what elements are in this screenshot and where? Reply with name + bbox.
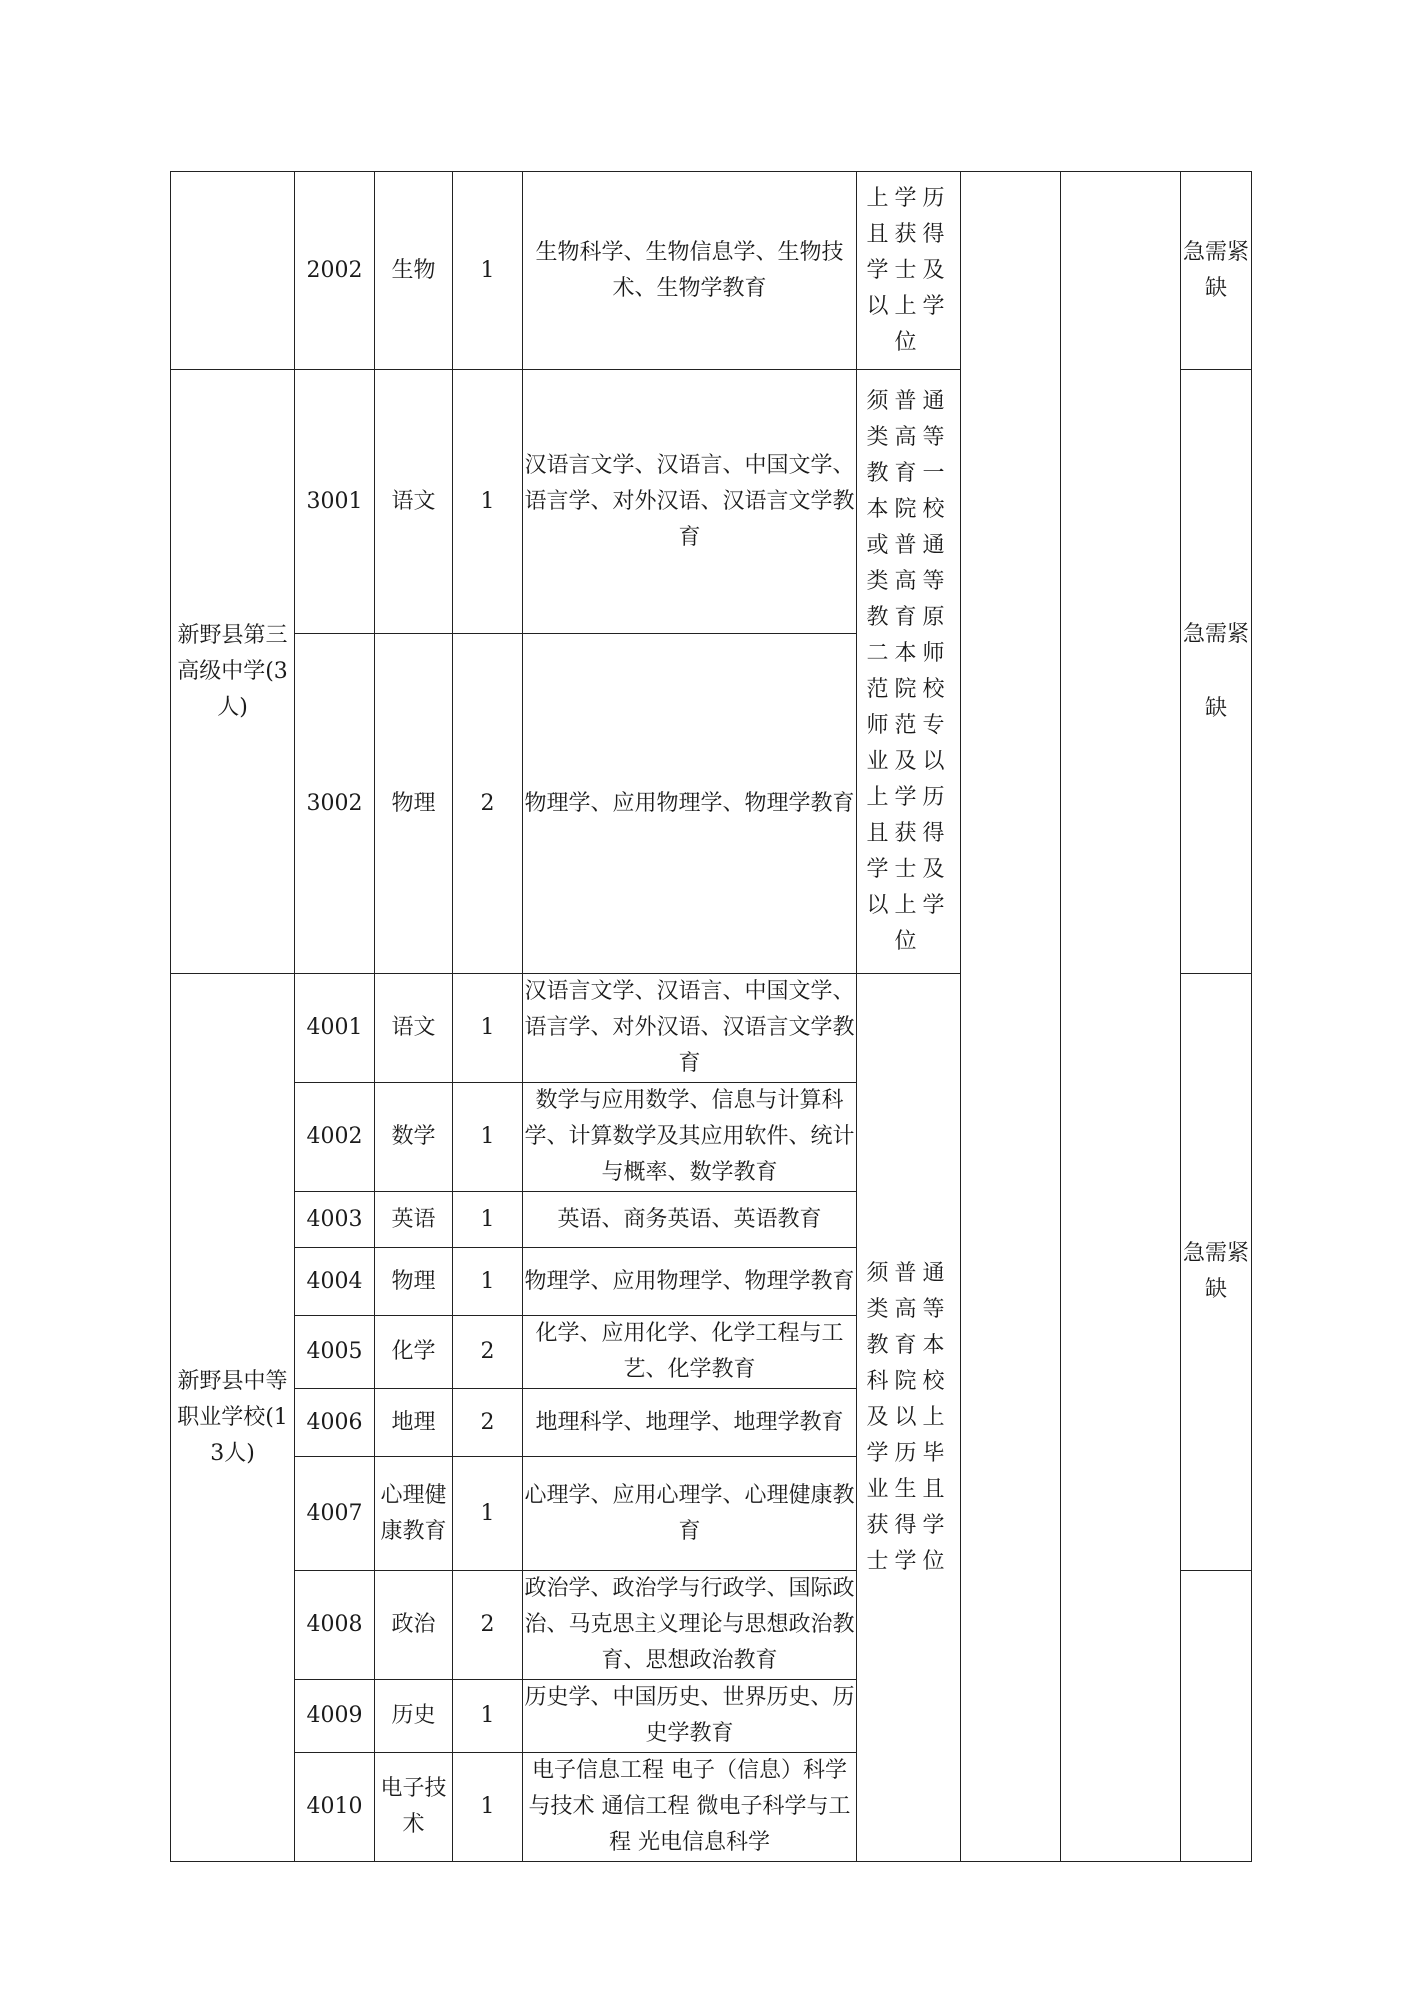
- hire-count: 2: [453, 1389, 523, 1457]
- hire-count: 1: [453, 1753, 523, 1862]
- education-requirement: 须普通类高等教育本科院校及以上学历毕业生且获得学士学位: [857, 974, 961, 1862]
- position-code: 3001: [295, 370, 375, 634]
- subject: 物理: [375, 1248, 453, 1316]
- subject: 电子技术: [375, 1753, 453, 1862]
- hire-count: 1: [453, 1083, 523, 1192]
- hire-count: 2: [453, 1316, 523, 1389]
- note-cell: 急需紧缺: [1181, 172, 1252, 370]
- recruitment-table: [170, 171, 1252, 1862]
- school-name: 新野县第三高级中学(3人): [171, 370, 295, 974]
- position-code: 4006: [295, 1389, 375, 1457]
- position-code: 2002: [295, 172, 375, 370]
- position-code: 4003: [295, 1192, 375, 1248]
- subject: 心理健康教育: [375, 1457, 453, 1571]
- subject: 英语: [375, 1192, 453, 1248]
- education-requirement: 须普通类高等教育一本院校或普通类高等教育原二本师范院校师范专业及以上学历且获得学士及以上学位: [857, 370, 961, 974]
- position-code: 4010: [295, 1753, 375, 1862]
- hire-count: 1: [453, 1680, 523, 1753]
- major-requirement: 物理学、应用物理学、物理学教育: [523, 1248, 857, 1316]
- position-code: 4007: [295, 1457, 375, 1571]
- hire-count: 1: [453, 370, 523, 634]
- position-code: 4009: [295, 1680, 375, 1753]
- major-requirement: 物理学、应用物理学、物理学教育: [523, 634, 857, 974]
- hire-count: 1: [453, 172, 523, 370]
- major-requirement: 数学与应用数学、信息与计算科学、计算数学及其应用软件、统计与概率、数学教育: [523, 1083, 857, 1192]
- major-requirement: 化学、应用化学、化学工程与工艺、化学教育: [523, 1316, 857, 1389]
- subject: 语文: [375, 370, 453, 634]
- position-code: 3002: [295, 634, 375, 974]
- subject: 化学: [375, 1316, 453, 1389]
- position-code: 4002: [295, 1083, 375, 1192]
- major-requirement: 心理学、应用心理学、心理健康教育: [523, 1457, 857, 1571]
- blank-column-a: [961, 172, 1061, 1862]
- note-cell-empty: [1181, 1571, 1252, 1862]
- subject: 政治: [375, 1571, 453, 1680]
- major-requirement: 汉语言文学、汉语言、中国文学、语言学、对外汉语、汉语言文学教育: [523, 370, 857, 634]
- major-requirement: 电子信息工程 电子（信息）科学与技术 通信工程 微电子科学与工程 光电信息科学: [523, 1753, 857, 1862]
- subject: 历史: [375, 1680, 453, 1753]
- education-requirement: 上学历且获得学士及以上学位: [857, 172, 961, 370]
- major-requirement: 政治学、政治学与行政学、国际政治、马克思主义理论与思想政治教育、思想政治教育: [523, 1571, 857, 1680]
- hire-count: 1: [453, 1192, 523, 1248]
- subject: 地理: [375, 1389, 453, 1457]
- position-code: 4004: [295, 1248, 375, 1316]
- major-requirement: 生物科学、生物信息学、生物技术、生物学教育: [523, 172, 857, 370]
- school-cell-continued: [171, 172, 295, 370]
- note-cell: 急需紧缺: [1181, 370, 1252, 974]
- table-row: [171, 172, 1252, 370]
- position-code: 4008: [295, 1571, 375, 1680]
- hire-count: 2: [453, 1571, 523, 1680]
- hire-count: 1: [453, 1457, 523, 1571]
- hire-count: 1: [453, 974, 523, 1083]
- hire-count: 1: [453, 1248, 523, 1316]
- position-code: 4005: [295, 1316, 375, 1389]
- major-requirement: 汉语言文学、汉语言、中国文学、语言学、对外汉语、汉语言文学教育: [523, 974, 857, 1083]
- position-code: 4001: [295, 974, 375, 1083]
- subject: 生物: [375, 172, 453, 370]
- blank-column-b: [1061, 172, 1181, 1862]
- major-requirement: 地理科学、地理学、地理学教育: [523, 1389, 857, 1457]
- school-name: 新野县中等职业学校(13人): [171, 974, 295, 1862]
- subject: 物理: [375, 634, 453, 974]
- note-cell: 急需紧缺: [1181, 974, 1252, 1571]
- major-requirement: 历史学、中国历史、世界历史、历史学教育: [523, 1680, 857, 1753]
- major-requirement: 英语、商务英语、英语教育: [523, 1192, 857, 1248]
- subject: 数学: [375, 1083, 453, 1192]
- hire-count: 2: [453, 634, 523, 974]
- subject: 语文: [375, 974, 453, 1083]
